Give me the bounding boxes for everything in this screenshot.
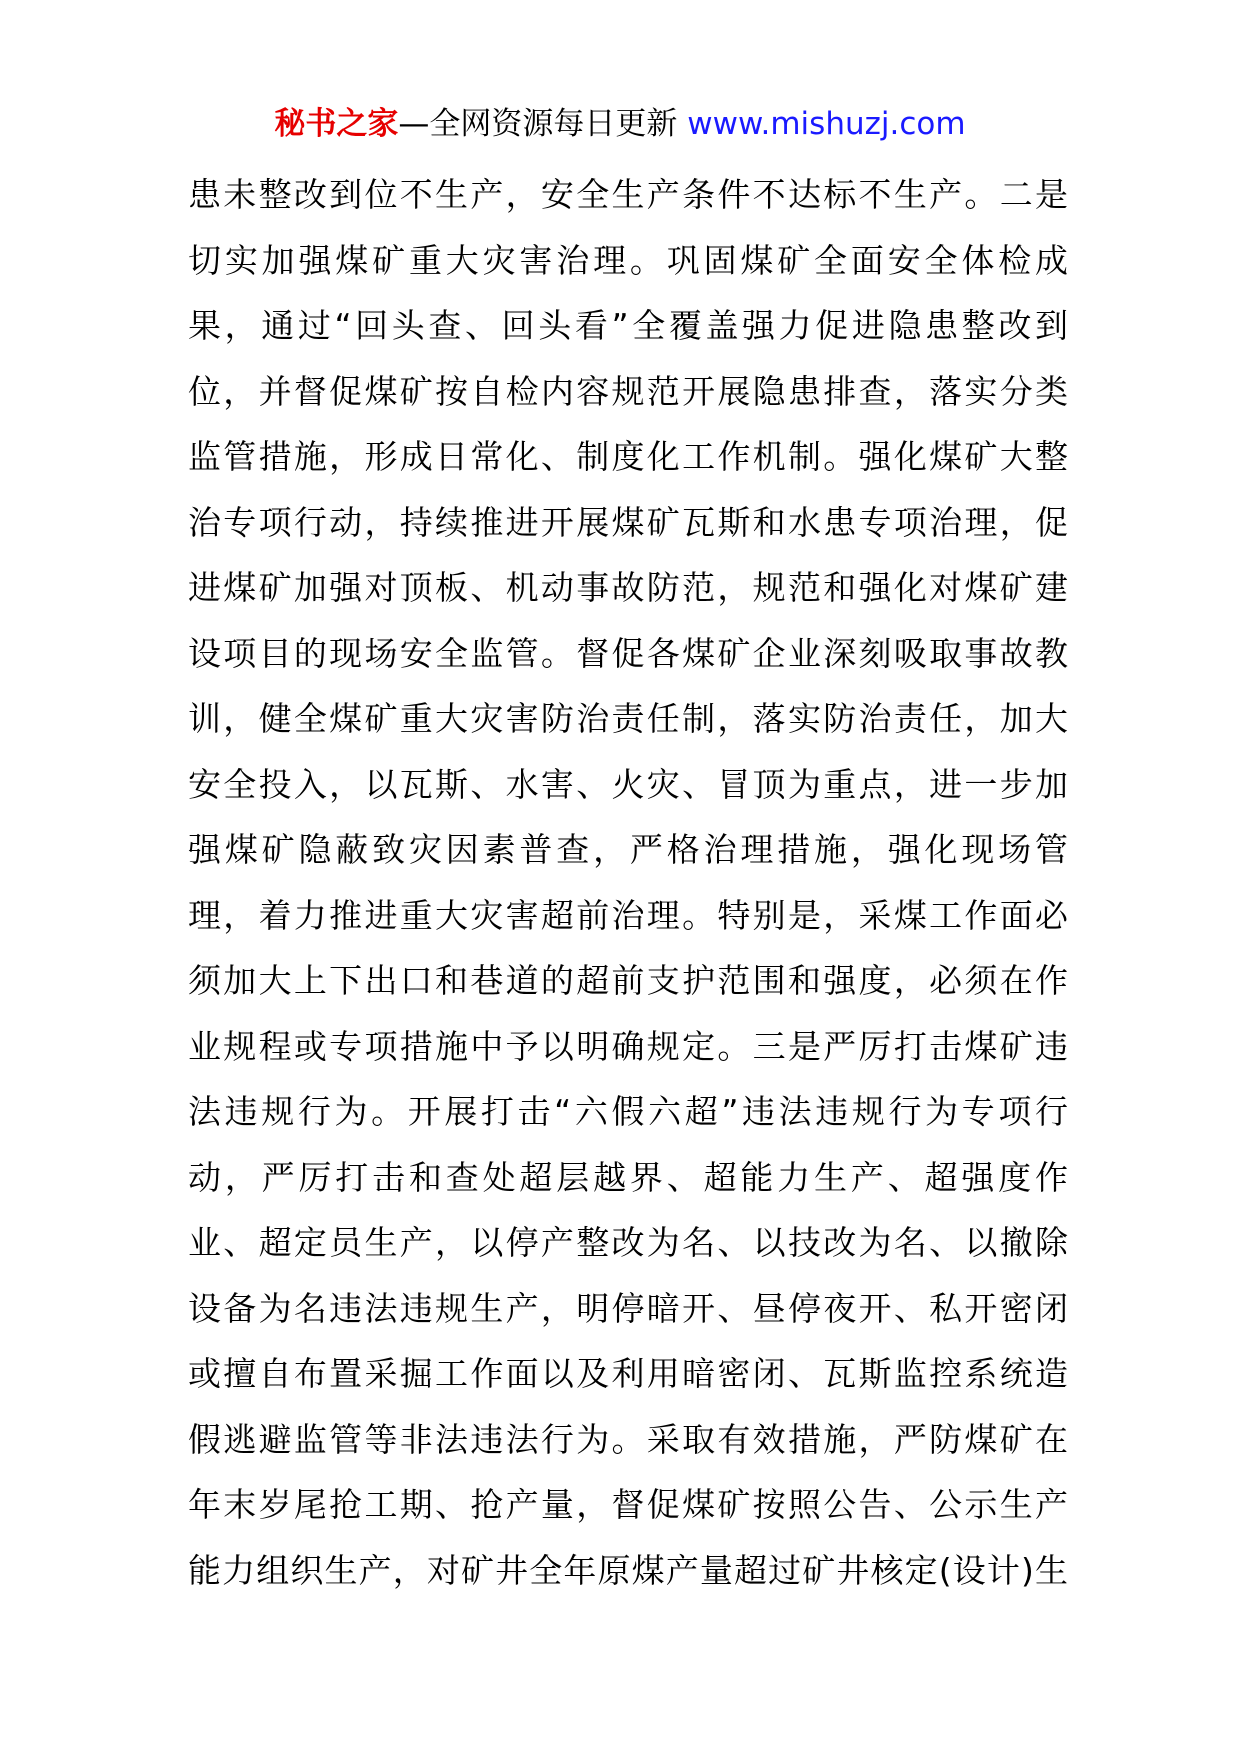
text-line: 位，并督促煤矿按自检内容规范开展隐患排查，落实分类 (188, 371, 1068, 411)
text-line: 能力组织生产，对矿井全年原煤产量超过矿井核定(设计)生 (188, 1550, 1068, 1590)
text-line: 训，健全煤矿重大灾害防治责任制，落实防治责任，加大 (188, 699, 1068, 738)
text-line: 强煤矿隐蔽致灾因素普查，严格治理措施，强化现场管 (188, 830, 1068, 869)
text-line: 须加大上下出口和巷道的超前支护范围和强度，必须在作 (188, 961, 1068, 1000)
page-header (0, 102, 1240, 146)
text-line: 法违规行为。开展打击“六假六超”违法违规行为专项行 (188, 1092, 1068, 1131)
header-tagline: —全网资源每日更新 (398, 106, 678, 142)
text-line: 果，通过“回头查、回头看”全覆盖强力促进隐患整改到 (188, 306, 1068, 345)
text-line: 患未整改到位不生产，安全生产条件不达标不生产。二是 (188, 175, 1068, 214)
document-body (188, 162, 1068, 1603)
text-line: 年末岁尾抢工期、抢产量，督促煤矿按照公告、公示生产 (188, 1485, 1068, 1524)
text-line: 理，着力推进重大灾害超前治理。特别是，采煤工作面必 (188, 895, 1068, 935)
text-line: 安全投入，以瓦斯、水害、火灾、冒顶为重点，进一步加 (188, 764, 1068, 804)
site-link[interactable]: www.mishuzj.com (687, 106, 966, 142)
text-line: 业、超定员生产，以停产整改为名、以技改为名、以撤除 (188, 1223, 1068, 1262)
brand-name: 秘书之家 (274, 106, 399, 142)
text-line: 或擅自布置采掘工作面以及利用暗密闭、瓦斯监控系统造 (188, 1354, 1068, 1393)
text-line: 治专项行动，持续推进开展煤矿瓦斯和水患专项治理，促 (188, 502, 1068, 542)
text-line: 假逃避监管等非法违法行为。采取有效措施，严防煤矿在 (188, 1419, 1068, 1459)
text-line: 进煤矿加强对顶板、机动事故防范，规范和强化对煤矿建 (188, 568, 1068, 607)
text-line: 设项目的现场安全监管。督促各煤矿企业深刻吸取事故教 (188, 633, 1068, 673)
text-line: 设备为名违法违规生产，明停暗开、昼停夜开、私开密闭 (188, 1288, 1068, 1328)
text-line: 业规程或专项措施中予以明确规定。三是严厉打击煤矿违 (188, 1026, 1068, 1066)
text-line: 切实加强煤矿重大灾害治理。巩固煤矿全面安全体检成 (188, 240, 1068, 280)
text-line: 动，严厉打击和查处超层越界、超能力生产、超强度作 (188, 1157, 1068, 1197)
text-line: 监管措施，形成日常化、制度化工作机制。强化煤矿大整 (188, 437, 1068, 476)
